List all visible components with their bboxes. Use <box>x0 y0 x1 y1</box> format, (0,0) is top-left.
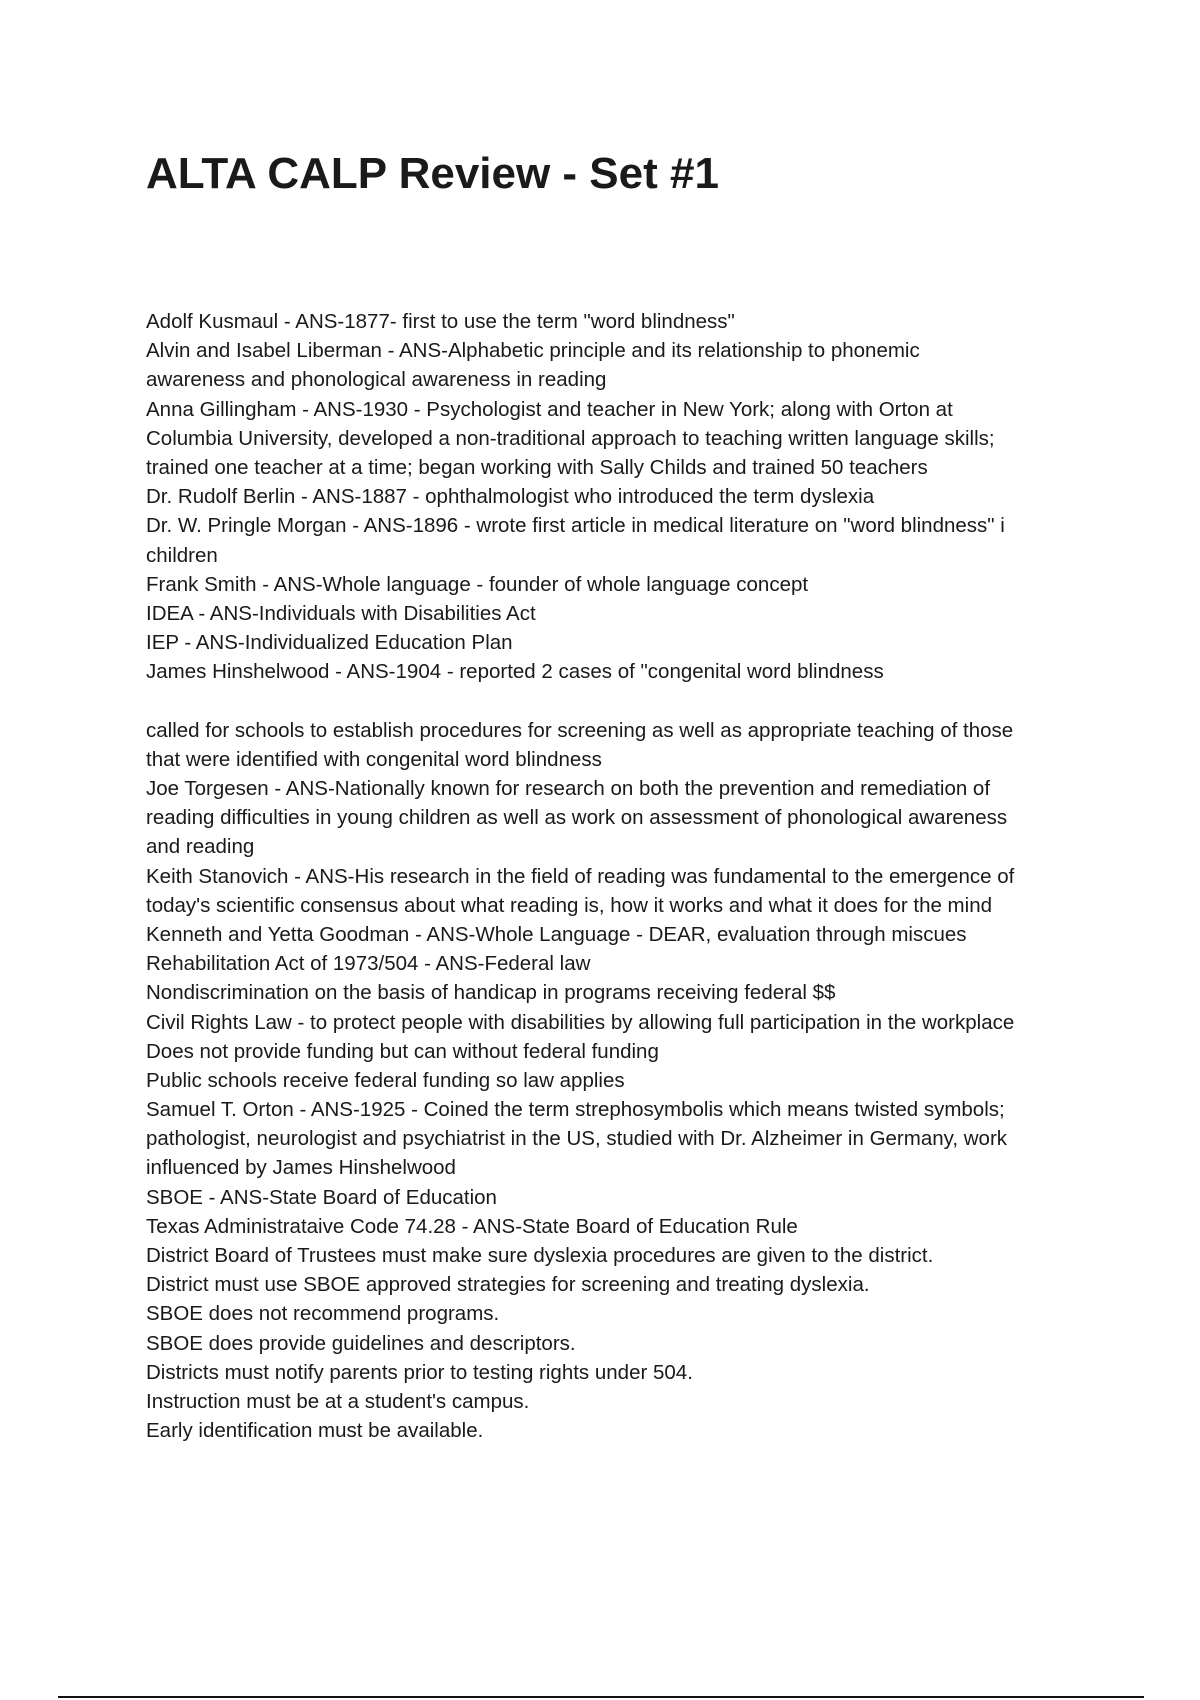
text-line: Keith Stanovich - ANS-His research in the field of reading was fundamental to the emergence of <box>146 864 1015 888</box>
text-line: Instruction must be at a student's campus. <box>146 1389 530 1413</box>
text-line: Alvin and Isabel Liberman - ANS-Alphabetic principle and its relationship to phonemic <box>146 339 920 363</box>
text-line: pathologist, neurologist and psychiatrist in the US, studied with Dr. Alzheimer in Germany, work <box>146 1127 1008 1151</box>
text-line: Early identification must be available. <box>146 1419 484 1443</box>
text-line: Dr. Rudolf Berlin - ANS-1887 - ophthalmologist who introduced the term dyslexia <box>146 485 875 509</box>
text-line: Texas Administrataive Code 74.28 - ANS-State Board of Education Rule <box>146 1214 798 1238</box>
text-line: SBOE does provide guidelines and descriptors. <box>146 1331 576 1355</box>
text-line: awareness and phonological awareness in reading <box>146 368 607 392</box>
text-line: called for schools to establish procedures for screening as well as appropriate teaching of those <box>146 718 1014 742</box>
text-line: Does not provide funding but can without federal funding <box>146 1039 659 1063</box>
text-line: reading difficulties in young children as well as work on assessment of phonological awareness <box>146 806 1008 830</box>
text-line: Districts must notify parents prior to testing rights under 504. <box>146 1360 693 1384</box>
text-line: SBOE does not recommend programs. <box>146 1302 500 1326</box>
text-line: SBOE - ANS-State Board of Education <box>146 1185 497 1209</box>
text-line: and reading <box>146 835 255 859</box>
text-line: District must use SBOE approved strategies for screening and treating dyslexia. <box>146 1273 870 1297</box>
text-line: James Hinshelwood - ANS-1904 - reported 2 cases of "congenital word blindness <box>146 660 884 684</box>
text-line: influenced by James Hinshelwood <box>146 1156 456 1180</box>
text-line: that were identified with congenital word blindness <box>146 747 602 771</box>
text-line: Rehabilitation Act of 1973/504 - ANS-Federal law <box>146 952 591 976</box>
text-line: Nondiscrimination on the basis of handicap in programs receiving federal $$ <box>146 981 836 1005</box>
footer-divider <box>58 1696 1144 1698</box>
text-line: Public schools receive federal funding so law applies <box>146 1068 625 1092</box>
text-line: Frank Smith - ANS-Whole language - founder of whole language concept <box>146 572 809 596</box>
text-line: Adolf Kusmaul - ANS-1877- first to use the term "word blindness" <box>146 310 735 333</box>
text-line: today's scientific consensus about what reading is, how it works and what it does for the mind <box>146 893 992 917</box>
text-line: children <box>146 543 218 567</box>
text-line: Columbia University, developed a non-traditional approach to teaching written language skills; <box>146 426 995 450</box>
text-line: Anna Gillingham - ANS-1930 - Psychologist and teacher in New York; along with Orton at <box>146 397 953 421</box>
text-line: Civil Rights Law - to protect people with disabilities by allowing full participation in the workplace <box>146 1010 1015 1034</box>
text-line: District Board of Trustees must make sure dyslexia procedures are given to the district. <box>146 1244 934 1267</box>
text-line: IEP - ANS-Individualized Education Plan <box>146 631 513 655</box>
text-line: Joe Torgesen - ANS-Nationally known for research on both the prevention and remediation of <box>146 777 991 800</box>
text-line: Dr. W. Pringle Morgan - ANS-1896 - wrote first article in medical literature on "word blindness" i <box>146 514 1005 538</box>
text-line: Samuel T. Orton - ANS-1925 - Coined the term strephosymbolis which means twisted symbols; <box>146 1098 1005 1122</box>
text-line: Kenneth and Yetta Goodman - ANS-Whole Language - DEAR, evaluation through miscues <box>146 922 967 946</box>
text-line: IDEA - ANS-Individuals with Disabilities Act <box>146 601 536 625</box>
document-body <box>146 307 1096 1445</box>
text-line: trained one teacher at a time; began working with Sally Childs and trained 50 teachers <box>146 455 928 479</box>
page-title: ALTA CALP Review - Set #1 <box>146 149 719 198</box>
blank-line <box>146 686 1096 715</box>
